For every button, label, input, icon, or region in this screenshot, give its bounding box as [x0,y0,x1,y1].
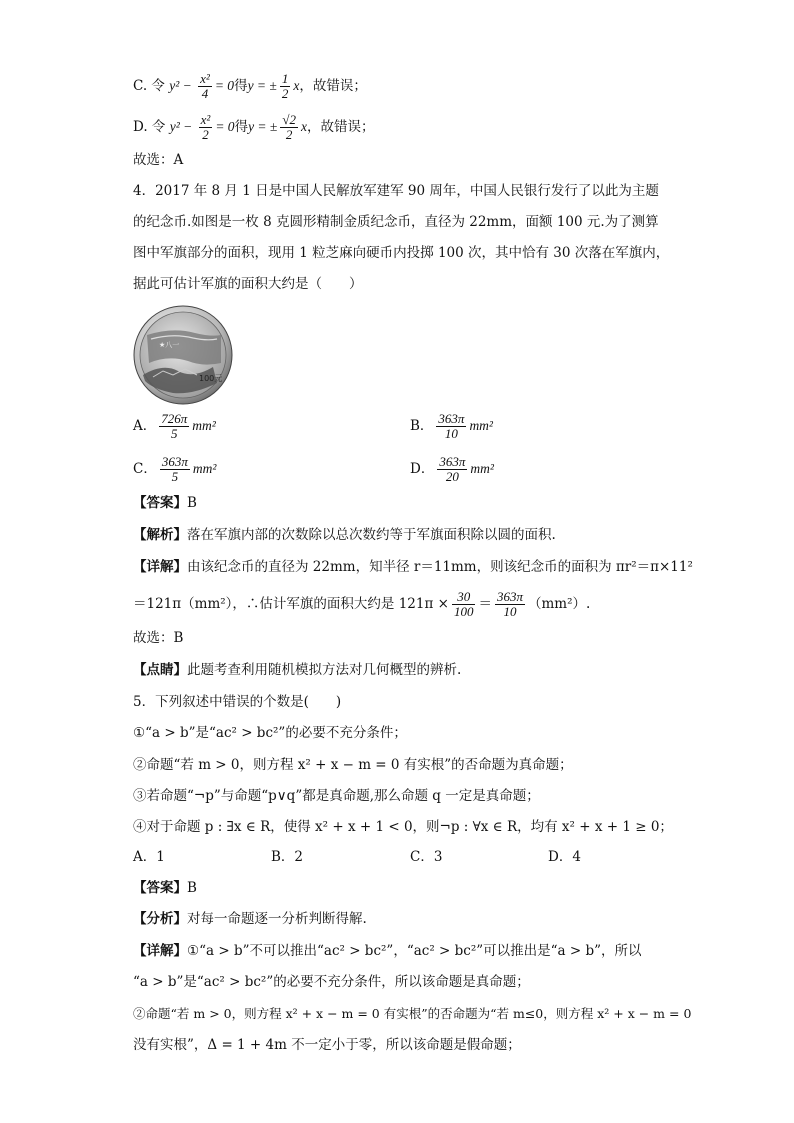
detail-2 [133,941,642,961]
analysis [133,525,556,545]
option-b [410,412,493,441]
analysis-2-tag: 【分析】 [133,911,187,927]
choice-b: 故选：B [133,630,184,646]
analysis-tag: 【解析】 [133,527,187,543]
option-a-frac: $\frac{726\pi}{5}$ [161,411,188,441]
detail-1-line-2 [133,590,590,619]
formula-d: y² − [169,119,196,134]
answer-2 [133,878,197,898]
detail-2-line-1: ①“a > b”不可以推出“ac² > bc²”，“ac² > bc²”可以推出是“a > b”，所以 [187,943,642,959]
comment-text: 此题考查利用随机模拟方法对几何概型的辨析. [187,662,462,678]
de-c: 得 [234,78,248,94]
option-c2-label: C． [133,461,157,477]
answer-1 [133,493,197,513]
x-d: x [300,119,307,134]
detail-1 [133,557,693,577]
y-eq-c: y = ± [247,78,277,93]
analysis-2 [133,909,367,929]
answer-2-tag: 【答案】 [133,880,187,896]
frac-30-100: $\frac{30}{100}$ [453,589,474,619]
option-d-frac: $\frac{363\pi}{20}$ [439,454,466,484]
frac-363pi-10: $\frac{363\pi}{10}$ [496,589,523,619]
q5-option-a: A．1 [133,849,165,865]
q5-option-b: B．2 [271,849,304,865]
eq-zero-d: = 0 [215,119,235,134]
answer-1-tag: 【答案】 [133,495,187,511]
q4-line-3: 图中军旗部分的面积，现用 1 粒芝麻向硬币内投掷 100 次，其中恰有 30 次落在军旗内， [133,245,670,261]
option-a-unit: mm² [192,418,216,433]
q4-line-4: 据此可估计军旗的面积大约是（ ） [133,276,363,292]
option-b-frac: $\frac{363\pi}{10}$ [438,411,465,441]
detail-1-tag: 【详解】 [133,559,187,575]
analysis-2-text: 对每一命题逐一分析判断得解. [187,911,367,927]
q5-option-d: D．4 [548,849,581,865]
frac-1-2: $\frac{1}{2}$ [281,71,289,101]
option-a-label: A． [133,418,157,434]
svg-text:★八一: ★八一 [159,341,180,349]
eq-zero-c: = 0 [214,78,235,93]
answer-2-value: B [187,880,197,896]
commemorative-coin-image [133,305,233,405]
detail-1-text: 由该纪念币的直径为 22mm，知半径 r＝11mm，则该纪念币的面积为 πr²＝π×11² [187,559,693,575]
choice-a: 故选：A [133,152,184,168]
detail-2-line-4: 没有实根”，Δ = 1 + 4m 不一定小于零，所以该命题是假命题； [133,1037,521,1053]
detail-2-line-3: ②命题“若 m > 0，则方程 x² + x − m = 0 有实根”的否命题为“若 m≤0，则方程 x² + x − m = 0 [133,1006,692,1021]
q4-line-1: 4．2017 年 8 月 1 日是中国人民解放军建军 90 周年，中国人民银行发行了以此为主题 [133,183,659,199]
option-c-label: C. 令 [133,78,165,94]
option-c-unit: mm² [192,461,217,476]
option-a [133,412,216,441]
formula-c: y² − [169,78,196,93]
equals-sign: ＝ [478,596,492,612]
option-d-unit: mm² [470,461,494,476]
statement-2: ②命题“若 m > 0，则方程 x² + x − m = 0 有实根”的否命题为真命题； [133,757,573,773]
detail-1-line-2a: ＝121π（mm²），∴估计军旗的面积大约是 121π × [133,596,449,612]
answer-1-value: B [187,495,197,511]
option-c [133,455,216,484]
analysis-text: 落在军旗内部的次数除以总次数约等于军旗面积除以圆的面积. [187,527,556,543]
option-c-frac: $\frac{363\pi}{5}$ [161,454,188,484]
de-d: 得 [234,119,249,135]
x-c: x [293,78,300,93]
q4-line-2: 的纪念币.如图是一枚 8 克圆形精制金质纪念币，直径为 22mm，面额 100 元.为了测算 [133,214,659,230]
comment [133,660,461,680]
detail-2-tag: 【详解】 [133,943,187,959]
frac-x2-4: $\frac{\text{x²}}{4}$ [200,71,210,101]
q5-stem: 5．下列叙述中错误的个数是( ) [133,694,342,710]
wrong-c: ，故错误； [299,78,367,94]
option-d-label: D. 令 [133,119,166,135]
detail-1-line-2b: （mm²）. [527,596,591,612]
statement-4: ④对于命题 p : ∃x ∈ R，使得 x² + x + 1 < 0，则¬p : ∀x ∈ R，均有 x² + x + 1 ≥ 0； [133,819,673,835]
option-d [410,455,494,484]
option-b-label: B． [410,418,434,434]
frac-x2-2: $\frac{\text{x²}}{2}$ [200,112,211,142]
option-b-unit: mm² [469,418,493,433]
option-c-line [133,72,367,101]
detail-2-line-2: “a > b”是“ac² > bc²”的必要不充分条件，所以该命题是真命题； [133,974,530,990]
q5-option-c: C．3 [410,849,443,865]
wrong-d: ，故错误； [306,119,375,135]
y-eq-d: y = ± [248,119,278,134]
frac-sqrt2-2: $\frac{√2}{2}$ [282,112,296,142]
statement-1: ①“a > b”是“ac² > bc²”的必要不充分条件； [133,725,407,741]
statement-3: ③若命题“¬p”与命题“p∨q”都是真命题,那么命题 q 一定是真命题； [133,788,540,804]
option-d2-label: D． [410,461,435,477]
comment-tag: 【点睛】 [133,662,187,678]
option-d-line [133,113,374,142]
coin-denomination: 100元 [199,374,223,383]
